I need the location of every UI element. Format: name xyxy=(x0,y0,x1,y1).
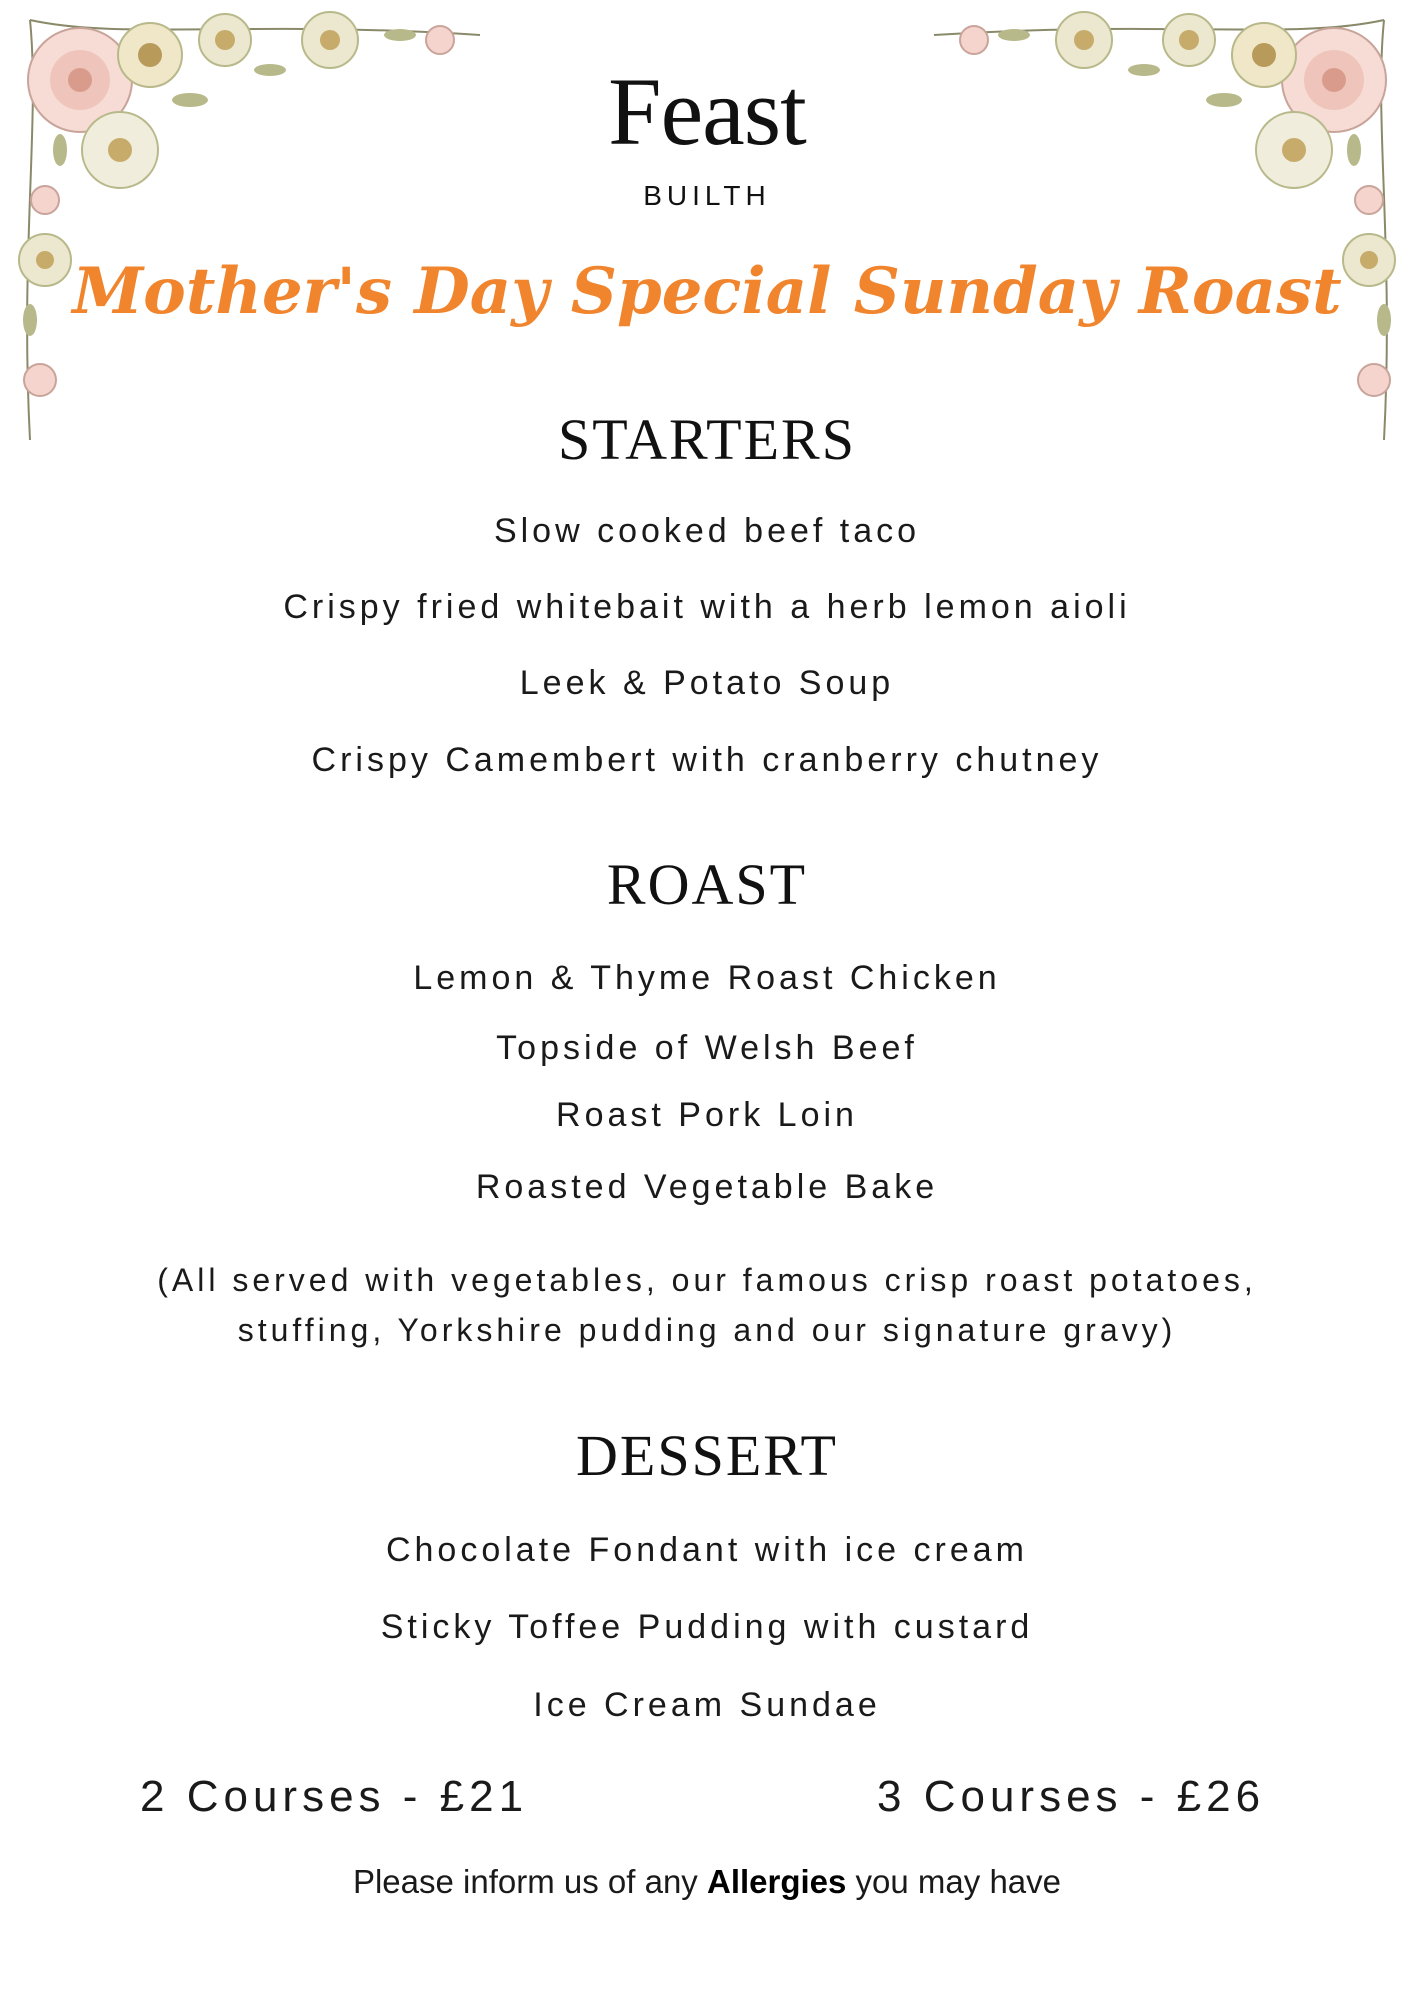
dessert-item: Ice Cream Sundae xyxy=(533,1686,881,1724)
brand-logo: Feast xyxy=(608,58,806,165)
roast-item: Roast Pork Loin xyxy=(556,1096,858,1134)
roast-note-line: stuffing, Yorkshire pudding and our signature gravy) xyxy=(237,1312,1177,1348)
starter-item: Crispy fried whitebait with a herb lemon aioli xyxy=(283,588,1131,626)
price-two-courses: 2 Courses - £21 xyxy=(140,1772,529,1821)
roast-heading: ROAST xyxy=(606,852,808,917)
roast-item: Lemon & Thyme Roast Chicken xyxy=(413,959,1001,997)
allergy-text-after: you may have xyxy=(846,1863,1062,1900)
starter-item: Slow cooked beef taco xyxy=(493,512,921,550)
brand-location: BUILTH xyxy=(643,180,771,211)
dessert-item: Chocolate Fondant with ice cream xyxy=(385,1531,1029,1569)
starter-item: Leek & Potato Soup xyxy=(519,664,895,702)
starters-heading: STARTERS xyxy=(558,407,856,472)
starter-item: Crispy Camembert with cranberry chutney xyxy=(311,741,1103,779)
allergy-text-bold: Allergies xyxy=(706,1863,847,1900)
dessert-item: Sticky Toffee Pudding with custard xyxy=(380,1608,1034,1646)
roast-note-line: (All served with vegetables, our famous crisp roast potatoes, xyxy=(157,1262,1257,1298)
allergy-text-before: Please inform us of any xyxy=(352,1863,707,1900)
price-three-courses: 3 Courses - £26 xyxy=(877,1772,1266,1821)
dessert-heading: DESSERT xyxy=(576,1423,838,1488)
page-title: Mother's Day Special Sunday Roast xyxy=(72,254,1342,329)
roast-item: Topside of Welsh Beef xyxy=(496,1029,918,1067)
roast-item: Roasted Vegetable Bake xyxy=(475,1168,939,1206)
allergy-notice xyxy=(0,1862,1414,1902)
